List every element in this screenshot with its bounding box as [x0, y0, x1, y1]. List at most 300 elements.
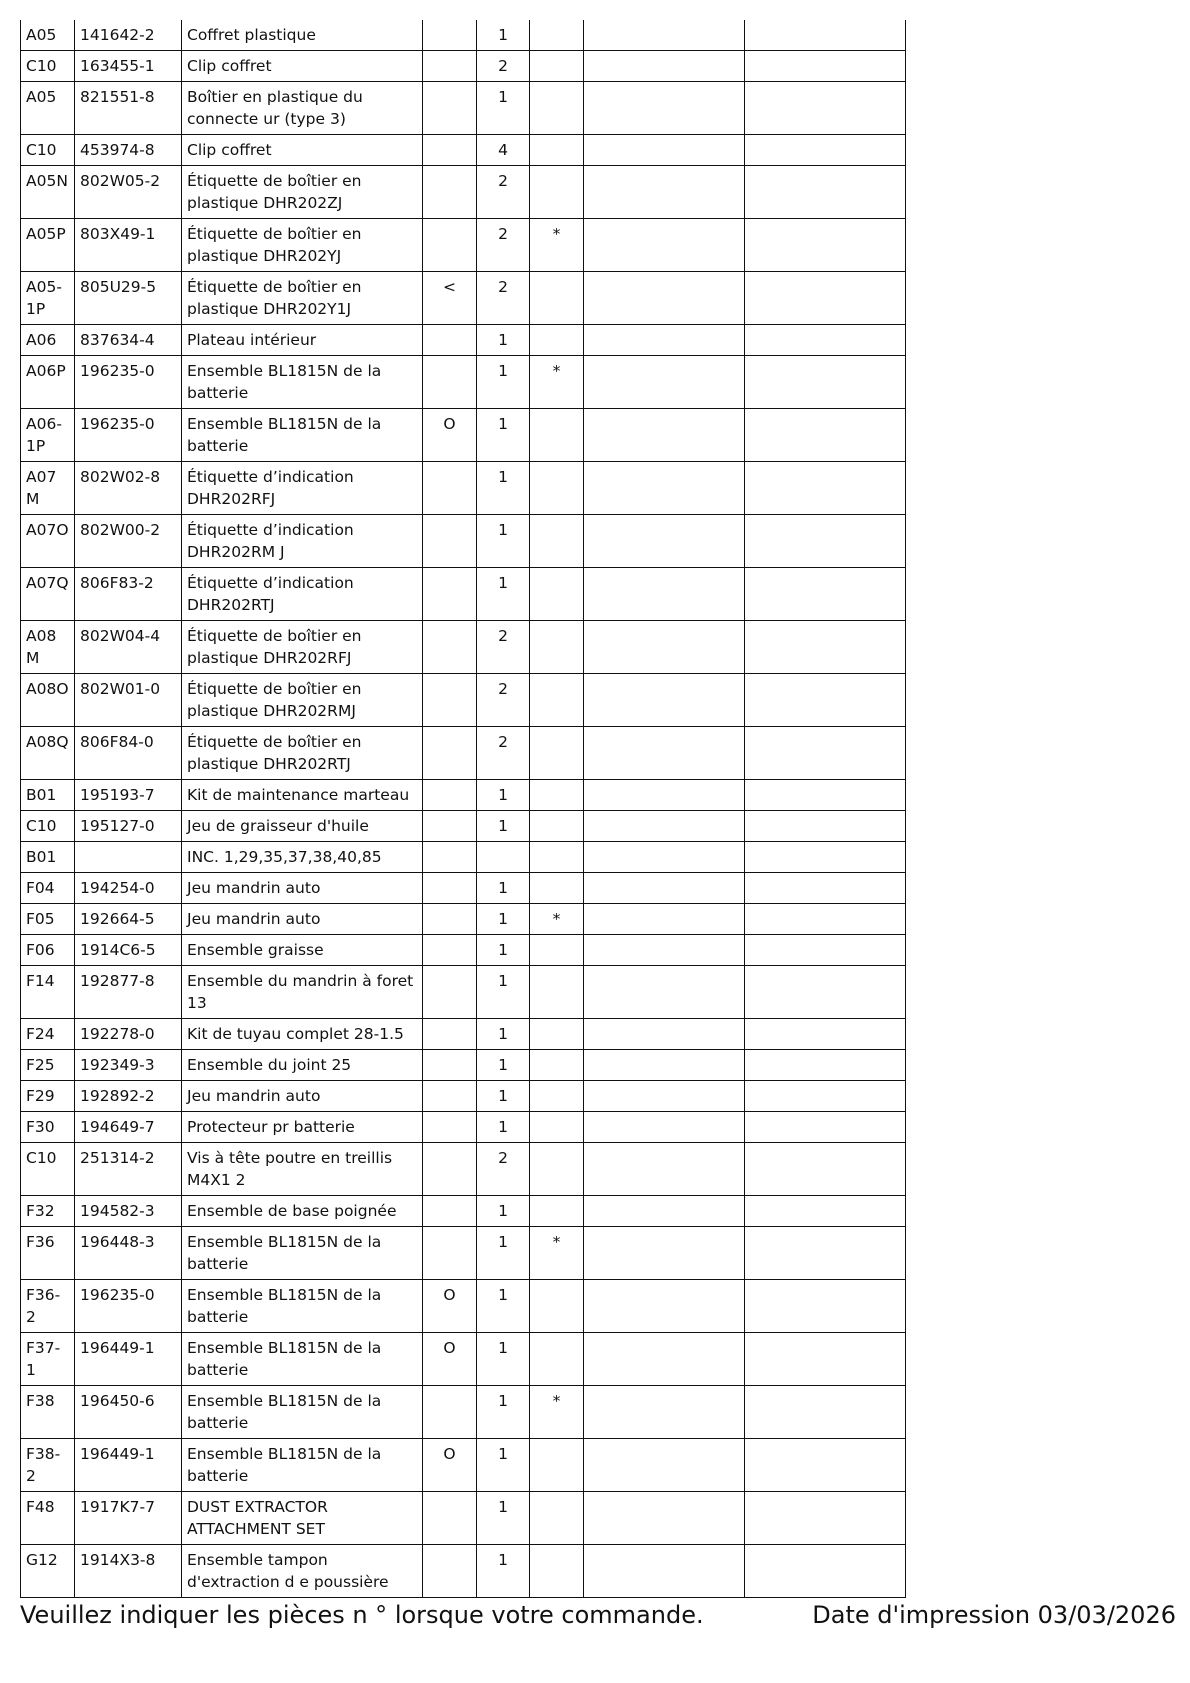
marker-cell: O: [423, 1439, 477, 1492]
star-note-cell: [530, 515, 584, 568]
part-number-cell: 1914X3-8: [75, 1545, 182, 1598]
marker-cell: [423, 935, 477, 966]
star-note-cell: *: [530, 1386, 584, 1439]
blank-cell-1: [584, 811, 745, 842]
table-row: [21, 20, 906, 51]
part-number-cell: [75, 842, 182, 873]
ref-no-cell: F25: [21, 1050, 75, 1081]
description-cell: Kit de tuyau complet 28-1.5: [182, 1019, 423, 1050]
part-number-cell: 196448-3: [75, 1227, 182, 1280]
marker-cell: [423, 780, 477, 811]
blank-cell-1: [584, 356, 745, 409]
ref-no-cell: F36: [21, 1227, 75, 1280]
ref-no-cell: A08Q: [21, 727, 75, 780]
blank-cell-2: [745, 674, 906, 727]
quantity-cell: 1: [477, 82, 530, 135]
blank-cell-1: [584, 1143, 745, 1196]
star-note-cell: [530, 1492, 584, 1545]
table-row: [21, 621, 906, 674]
star-note-cell: [530, 935, 584, 966]
quantity-cell: 1: [477, 966, 530, 1019]
part-number-cell: 194582-3: [75, 1196, 182, 1227]
description-cell: Boîtier en plastique du connecte ur (type 3): [182, 82, 423, 135]
blank-cell-1: [584, 966, 745, 1019]
ref-no-cell: F29: [21, 1081, 75, 1112]
quantity-cell: 1: [477, 904, 530, 935]
part-number-cell: 196450-6: [75, 1386, 182, 1439]
quantity-cell: 1: [477, 780, 530, 811]
star-note-cell: [530, 325, 584, 356]
star-note-cell: [530, 1439, 584, 1492]
description-cell: Ensemble du joint 25: [182, 1050, 423, 1081]
table-row: [21, 166, 906, 219]
marker-cell: [423, 1112, 477, 1143]
star-note-cell: [530, 674, 584, 727]
order-instruction-note: Veuillez indiquer les pièces n ° lorsque votre commande.: [20, 1601, 704, 1629]
ref-no-cell: F14: [21, 966, 75, 1019]
print-date: Date d'impression 03/03/2026: [812, 1601, 1176, 1629]
blank-cell-2: [745, 1196, 906, 1227]
quantity-cell: 1: [477, 1492, 530, 1545]
star-note-cell: [530, 568, 584, 621]
description-cell: Ensemble BL1815N de la batterie: [182, 1439, 423, 1492]
blank-cell-2: [745, 1143, 906, 1196]
blank-cell-2: [745, 811, 906, 842]
quantity-cell: 1: [477, 1081, 530, 1112]
quantity-cell: 1: [477, 1386, 530, 1439]
part-number-cell: 453974-8: [75, 135, 182, 166]
blank-cell-2: [745, 1227, 906, 1280]
marker-cell: [423, 82, 477, 135]
description-cell: Étiquette de boîtier en plastique DHR202RFJ: [182, 621, 423, 674]
description-cell: Coffret plastique: [182, 20, 423, 51]
ref-no-cell: F38: [21, 1386, 75, 1439]
marker-cell: [423, 621, 477, 674]
blank-cell-1: [584, 935, 745, 966]
marker-cell: [423, 20, 477, 51]
blank-cell-1: [584, 82, 745, 135]
ref-no-cell: F05: [21, 904, 75, 935]
blank-cell-2: [745, 356, 906, 409]
marker-cell: [423, 462, 477, 515]
table-row: [21, 674, 906, 727]
ref-no-cell: B01: [21, 780, 75, 811]
quantity-cell: 1: [477, 462, 530, 515]
table-row: [21, 135, 906, 166]
description-cell: Étiquette d’indication DHR202RM J: [182, 515, 423, 568]
table-row: [21, 873, 906, 904]
star-note-cell: [530, 1280, 584, 1333]
marker-cell: [423, 727, 477, 780]
part-number-cell: 194649-7: [75, 1112, 182, 1143]
table-row: [21, 272, 906, 325]
marker-cell: [423, 873, 477, 904]
blank-cell-2: [745, 1112, 906, 1143]
description-cell: Ensemble BL1815N de la batterie: [182, 1386, 423, 1439]
parts-table-body: [21, 20, 906, 1598]
table-row: [21, 568, 906, 621]
ref-no-cell: F48: [21, 1492, 75, 1545]
blank-cell-2: [745, 966, 906, 1019]
ref-no-cell: A05N: [21, 166, 75, 219]
blank-cell-1: [584, 462, 745, 515]
quantity-cell: 2: [477, 727, 530, 780]
description-cell: Protecteur pr batterie: [182, 1112, 423, 1143]
table-row: [21, 462, 906, 515]
table-row: [21, 1050, 906, 1081]
part-number-cell: 802W00-2: [75, 515, 182, 568]
marker-cell: [423, 325, 477, 356]
star-note-cell: [530, 621, 584, 674]
parts-table: [20, 20, 906, 1598]
part-number-cell: 194254-0: [75, 873, 182, 904]
ref-no-cell: A07Q: [21, 568, 75, 621]
table-row: [21, 409, 906, 462]
star-note-cell: [530, 1143, 584, 1196]
star-note-cell: [530, 409, 584, 462]
description-cell: Étiquette de boîtier en plastique DHR202RMJ: [182, 674, 423, 727]
part-number-cell: 196235-0: [75, 1280, 182, 1333]
quantity-cell: 2: [477, 621, 530, 674]
blank-cell-2: [745, 219, 906, 272]
blank-cell-2: [745, 842, 906, 873]
blank-cell-2: [745, 325, 906, 356]
table-row: [21, 1333, 906, 1386]
ref-no-cell: F24: [21, 1019, 75, 1050]
table-row: [21, 82, 906, 135]
quantity-cell: 2: [477, 1143, 530, 1196]
quantity-cell: 2: [477, 272, 530, 325]
ref-no-cell: A07O: [21, 515, 75, 568]
blank-cell-1: [584, 51, 745, 82]
star-note-cell: [530, 873, 584, 904]
star-note-cell: [530, 780, 584, 811]
table-row: [21, 780, 906, 811]
part-number-cell: 837634-4: [75, 325, 182, 356]
marker-cell: [423, 811, 477, 842]
blank-cell-2: [745, 1545, 906, 1598]
marker-cell: [423, 135, 477, 166]
star-note-cell: [530, 727, 584, 780]
description-cell: Ensemble BL1815N de la batterie: [182, 1280, 423, 1333]
star-note-cell: *: [530, 904, 584, 935]
part-number-cell: 805U29-5: [75, 272, 182, 325]
table-row: [21, 219, 906, 272]
part-number-cell: 802W05-2: [75, 166, 182, 219]
description-cell: Jeu mandrin auto: [182, 1081, 423, 1112]
part-number-cell: 196235-0: [75, 409, 182, 462]
blank-cell-1: [584, 272, 745, 325]
ref-no-cell: F06: [21, 935, 75, 966]
description-cell: Clip coffret: [182, 135, 423, 166]
quantity-cell: 2: [477, 219, 530, 272]
table-row: [21, 842, 906, 873]
table-row: [21, 935, 906, 966]
blank-cell-1: [584, 621, 745, 674]
description-cell: Jeu de graisseur d'huile: [182, 811, 423, 842]
table-row: [21, 811, 906, 842]
quantity-cell: 1: [477, 1439, 530, 1492]
description-cell: DUST EXTRACTOR ATTACHMENT SET: [182, 1492, 423, 1545]
blank-cell-2: [745, 1439, 906, 1492]
blank-cell-2: [745, 166, 906, 219]
marker-cell: [423, 842, 477, 873]
marker-cell: [423, 51, 477, 82]
blank-cell-1: [584, 1081, 745, 1112]
part-number-cell: 806F84-0: [75, 727, 182, 780]
description-cell: Kit de maintenance marteau: [182, 780, 423, 811]
star-note-cell: *: [530, 356, 584, 409]
marker-cell: [423, 674, 477, 727]
part-number-cell: 1917K7-7: [75, 1492, 182, 1545]
blank-cell-1: [584, 325, 745, 356]
table-row: [21, 51, 906, 82]
quantity-cell: 2: [477, 51, 530, 82]
table-row: [21, 356, 906, 409]
description-cell: Étiquette d’indication DHR202RFJ: [182, 462, 423, 515]
quantity-cell: 1: [477, 1545, 530, 1598]
blank-cell-2: [745, 1081, 906, 1112]
quantity-cell: 1: [477, 1196, 530, 1227]
blank-cell-2: [745, 1386, 906, 1439]
blank-cell-1: [584, 1196, 745, 1227]
star-note-cell: *: [530, 219, 584, 272]
star-note-cell: [530, 811, 584, 842]
part-number-cell: 1914C6-5: [75, 935, 182, 966]
description-cell: Ensemble BL1815N de la batterie: [182, 409, 423, 462]
star-note-cell: [530, 1112, 584, 1143]
table-row: [21, 1019, 906, 1050]
part-number-cell: 192877-8: [75, 966, 182, 1019]
description-cell: Étiquette de boîtier en plastique DHR202YJ: [182, 219, 423, 272]
marker-cell: [423, 166, 477, 219]
blank-cell-2: [745, 621, 906, 674]
blank-cell-1: [584, 904, 745, 935]
blank-cell-1: [584, 1545, 745, 1598]
table-row: [21, 1196, 906, 1227]
quantity-cell: 1: [477, 1333, 530, 1386]
star-note-cell: [530, 842, 584, 873]
marker-cell: [423, 356, 477, 409]
description-cell: Ensemble BL1815N de la batterie: [182, 356, 423, 409]
part-number-cell: 806F83-2: [75, 568, 182, 621]
table-row: [21, 1081, 906, 1112]
blank-cell-1: [584, 1333, 745, 1386]
blank-cell-2: [745, 135, 906, 166]
star-note-cell: [530, 272, 584, 325]
blank-cell-1: [584, 1019, 745, 1050]
quantity-cell: 1: [477, 409, 530, 462]
part-number-cell: 196449-1: [75, 1333, 182, 1386]
blank-cell-1: [584, 568, 745, 621]
quantity-cell: 1: [477, 1019, 530, 1050]
table-row: [21, 966, 906, 1019]
blank-cell-2: [745, 727, 906, 780]
marker-cell: O: [423, 1333, 477, 1386]
description-cell: Jeu mandrin auto: [182, 873, 423, 904]
ref-no-cell: A05-1P: [21, 272, 75, 325]
quantity-cell: 1: [477, 356, 530, 409]
table-row: [21, 1545, 906, 1598]
star-note-cell: [530, 166, 584, 219]
description-cell: INC. 1,29,35,37,38,40,85: [182, 842, 423, 873]
marker-cell: [423, 515, 477, 568]
ref-no-cell: F32: [21, 1196, 75, 1227]
marker-cell: [423, 1545, 477, 1598]
blank-cell-1: [584, 20, 745, 51]
blank-cell-1: [584, 842, 745, 873]
marker-cell: [423, 1143, 477, 1196]
quantity-cell: 1: [477, 325, 530, 356]
description-cell: Ensemble BL1815N de la batterie: [182, 1333, 423, 1386]
table-row: [21, 727, 906, 780]
marker-cell: [423, 1492, 477, 1545]
part-number-cell: 195127-0: [75, 811, 182, 842]
star-note-cell: [530, 1050, 584, 1081]
blank-cell-1: [584, 727, 745, 780]
table-row: [21, 1386, 906, 1439]
blank-cell-2: [745, 1333, 906, 1386]
description-cell: Étiquette de boîtier en plastique DHR202ZJ: [182, 166, 423, 219]
quantity-cell: [477, 842, 530, 873]
ref-no-cell: F30: [21, 1112, 75, 1143]
blank-cell-1: [584, 1492, 745, 1545]
part-number-cell: 163455-1: [75, 51, 182, 82]
ref-no-cell: F37-1: [21, 1333, 75, 1386]
quantity-cell: 1: [477, 20, 530, 51]
star-note-cell: [530, 1333, 584, 1386]
description-cell: Vis à tête poutre en treillis M4X1 2: [182, 1143, 423, 1196]
description-cell: Jeu mandrin auto: [182, 904, 423, 935]
table-row: [21, 1227, 906, 1280]
marker-cell: <: [423, 272, 477, 325]
blank-cell-2: [745, 780, 906, 811]
marker-cell: [423, 1019, 477, 1050]
quantity-cell: 1: [477, 1227, 530, 1280]
ref-no-cell: C10: [21, 1143, 75, 1196]
quantity-cell: 1: [477, 568, 530, 621]
table-row: [21, 1280, 906, 1333]
star-note-cell: [530, 82, 584, 135]
blank-cell-1: [584, 1280, 745, 1333]
description-cell: Ensemble de base poignée: [182, 1196, 423, 1227]
description-cell: Étiquette d’indication DHR202RTJ: [182, 568, 423, 621]
ref-no-cell: F04: [21, 873, 75, 904]
table-row: [21, 1492, 906, 1545]
part-number-cell: 195193-7: [75, 780, 182, 811]
quantity-cell: 1: [477, 873, 530, 904]
blank-cell-2: [745, 1050, 906, 1081]
part-number-cell: 802W01-0: [75, 674, 182, 727]
marker-cell: [423, 1227, 477, 1280]
part-number-cell: 251314-2: [75, 1143, 182, 1196]
description-cell: Ensemble graisse: [182, 935, 423, 966]
part-number-cell: 192278-0: [75, 1019, 182, 1050]
star-note-cell: *: [530, 1227, 584, 1280]
star-note-cell: [530, 1081, 584, 1112]
blank-cell-1: [584, 1439, 745, 1492]
star-note-cell: [530, 1545, 584, 1598]
table-row: [21, 325, 906, 356]
ref-no-cell: A05P: [21, 219, 75, 272]
ref-no-cell: B01: [21, 842, 75, 873]
marker-cell: O: [423, 1280, 477, 1333]
marker-cell: [423, 219, 477, 272]
ref-no-cell: A07M: [21, 462, 75, 515]
part-number-cell: 192349-3: [75, 1050, 182, 1081]
ref-no-cell: F38-2: [21, 1439, 75, 1492]
marker-cell: [423, 568, 477, 621]
quantity-cell: 1: [477, 811, 530, 842]
description-cell: Ensemble tampon d'extraction d e poussière: [182, 1545, 423, 1598]
star-note-cell: [530, 20, 584, 51]
ref-no-cell: A05: [21, 20, 75, 51]
blank-cell-1: [584, 1050, 745, 1081]
quantity-cell: 1: [477, 935, 530, 966]
blank-cell-1: [584, 780, 745, 811]
star-note-cell: [530, 51, 584, 82]
star-note-cell: [530, 1019, 584, 1050]
table-row: [21, 1439, 906, 1492]
part-number-cell: 192664-5: [75, 904, 182, 935]
description-cell: Plateau intérieur: [182, 325, 423, 356]
blank-cell-1: [584, 219, 745, 272]
part-number-cell: 192892-2: [75, 1081, 182, 1112]
description-cell: Étiquette de boîtier en plastique DHR202RTJ: [182, 727, 423, 780]
marker-cell: [423, 904, 477, 935]
description-cell: Clip coffret: [182, 51, 423, 82]
blank-cell-2: [745, 935, 906, 966]
blank-cell-1: [584, 1227, 745, 1280]
quantity-cell: 2: [477, 166, 530, 219]
ref-no-cell: F36-2: [21, 1280, 75, 1333]
ref-no-cell: A06P: [21, 356, 75, 409]
ref-no-cell: A06: [21, 325, 75, 356]
ref-no-cell: A06-1P: [21, 409, 75, 462]
blank-cell-2: [745, 462, 906, 515]
ref-no-cell: C10: [21, 135, 75, 166]
table-row: [21, 515, 906, 568]
description-cell: Ensemble BL1815N de la batterie: [182, 1227, 423, 1280]
star-note-cell: [530, 966, 584, 1019]
marker-cell: [423, 1196, 477, 1227]
part-number-cell: 196449-1: [75, 1439, 182, 1492]
blank-cell-1: [584, 1386, 745, 1439]
marker-cell: [423, 1386, 477, 1439]
part-number-cell: 802W04-4: [75, 621, 182, 674]
blank-cell-1: [584, 166, 745, 219]
blank-cell-2: [745, 272, 906, 325]
ref-no-cell: C10: [21, 51, 75, 82]
description-cell: Ensemble du mandrin à foret 13: [182, 966, 423, 1019]
blank-cell-1: [584, 409, 745, 462]
quantity-cell: 1: [477, 1112, 530, 1143]
ref-no-cell: C10: [21, 811, 75, 842]
part-number-cell: 821551-8: [75, 82, 182, 135]
table-row: [21, 1112, 906, 1143]
quantity-cell: 2: [477, 674, 530, 727]
marker-cell: [423, 1081, 477, 1112]
marker-cell: [423, 966, 477, 1019]
star-note-cell: [530, 462, 584, 515]
star-note-cell: [530, 1196, 584, 1227]
marker-cell: O: [423, 409, 477, 462]
blank-cell-1: [584, 1112, 745, 1143]
part-number-cell: 196235-0: [75, 356, 182, 409]
blank-cell-1: [584, 135, 745, 166]
marker-cell: [423, 1050, 477, 1081]
table-row: [21, 1143, 906, 1196]
